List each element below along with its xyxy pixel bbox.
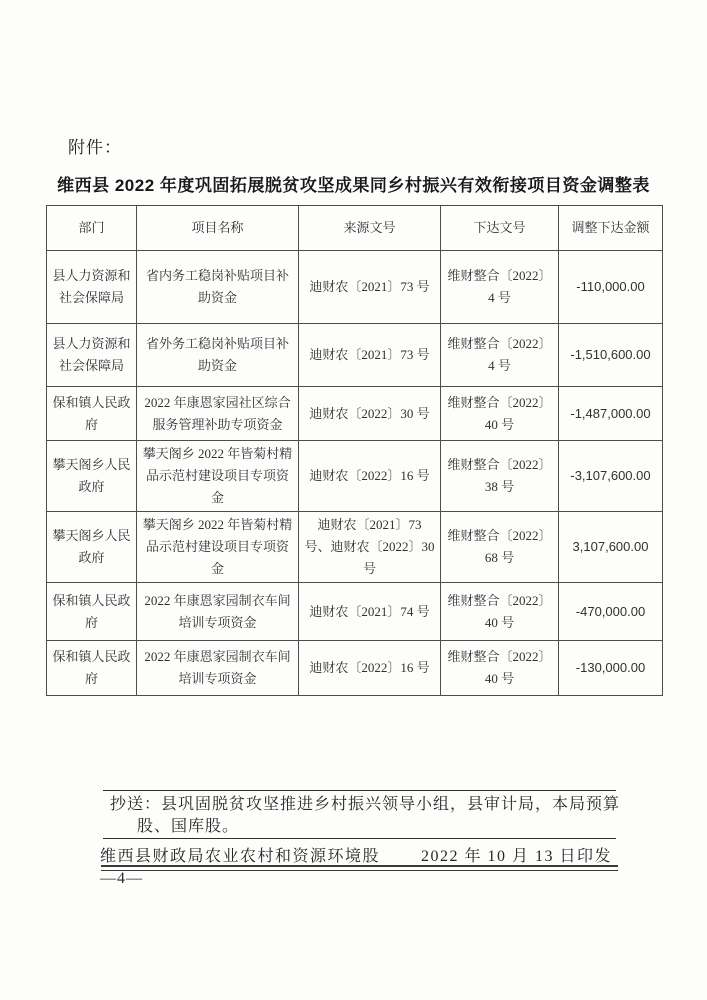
cell-project: 攀天阁乡 2022 年皆菊村精品示范村建设项目专项资金 — [137, 441, 299, 512]
publisher-row — [100, 843, 612, 866]
cell-issue-doc: 维财整合〔2022〕40 号 — [441, 583, 559, 641]
cell-department: 攀天阁乡人民政府 — [47, 441, 137, 512]
cell-project: 省内务工稳岗补贴项目补助资金 — [137, 251, 299, 324]
cell-source-doc: 迪财农〔2021〕73 号 — [299, 324, 441, 387]
cell-issue-doc: 维财整合〔2022〕4 号 — [441, 251, 559, 324]
table-row — [47, 641, 663, 696]
cell-source-doc: 迪财农〔2022〕30 号 — [299, 387, 441, 441]
table-row — [47, 441, 663, 512]
cell-department: 县人力资源和社会保障局 — [47, 324, 137, 387]
issuer-office: 维西县财政局农业农村和资源环境股 — [100, 848, 381, 865]
print-date: 2022 年 10 月 13 日印发 — [420, 848, 612, 865]
table-row — [47, 251, 663, 324]
cc-line: 抄送：县巩固脱贫攻坚推进乡村振兴领导小组，县审计局，本局预算股、国库股。 — [110, 796, 621, 835]
cell-amount: -110,000.00 — [559, 251, 663, 324]
page-number: —4— — [100, 870, 143, 887]
cell-amount: -1,510,600.00 — [559, 324, 663, 387]
table-row — [47, 512, 663, 583]
cell-source-doc: 迪财农〔2022〕16 号 — [299, 441, 441, 512]
cell-issue-doc: 维财整合〔2022〕38 号 — [441, 441, 559, 512]
footer-separator-bottom — [101, 865, 618, 871]
cell-issue-doc: 维财整合〔2022〕40 号 — [441, 641, 559, 696]
footer-separator-top — [103, 790, 616, 791]
page-title: 维西县 2022 年度巩固拓展脱贫攻坚成果同乡村振兴有效衔接项目资金调整表 — [57, 176, 650, 195]
cell-source-doc: 迪财农〔2021〕73 号、迪财农〔2022〕30 号 — [299, 512, 441, 583]
table-row — [47, 387, 663, 441]
cell-amount: -470,000.00 — [559, 583, 663, 641]
cell-project: 2022 年康恩家园制衣车间培训专项资金 — [137, 583, 299, 641]
cell-issue-doc: 维财整合〔2022〕68 号 — [441, 512, 559, 583]
cell-project: 省外务工稳岗补贴项目补助资金 — [137, 324, 299, 387]
cell-amount: -130,000.00 — [559, 641, 663, 696]
header-project: 项目名称 — [137, 206, 299, 251]
table-row — [47, 583, 663, 641]
cell-department: 县人力资源和社会保障局 — [47, 251, 137, 324]
cell-department: 保和镇人民政府 — [47, 641, 137, 696]
cell-issue-doc: 维财整合〔2022〕40 号 — [441, 387, 559, 441]
cell-department: 攀天阁乡人民政府 — [47, 512, 137, 583]
header-source-doc: 来源文号 — [299, 206, 441, 251]
cell-amount: -1,487,000.00 — [559, 387, 663, 441]
footer-separator-middle — [103, 838, 616, 839]
table-header-row — [47, 206, 663, 251]
cell-project: 2022 年康恩家园制衣车间培训专项资金 — [137, 641, 299, 696]
cell-amount: 3,107,600.00 — [559, 512, 663, 583]
cell-department: 保和镇人民政府 — [47, 583, 137, 641]
cell-source-doc: 迪财农〔2021〕74 号 — [299, 583, 441, 641]
header-department: 部门 — [47, 206, 137, 251]
table-row — [47, 324, 663, 387]
cell-issue-doc: 维财整合〔2022〕4 号 — [441, 324, 559, 387]
fund-adjustment-table — [46, 205, 663, 696]
header-issue-doc: 下达文号 — [441, 206, 559, 251]
cell-source-doc: 迪财农〔2022〕16 号 — [299, 641, 441, 696]
cell-amount: -3,107,600.00 — [559, 441, 663, 512]
header-amount: 调整下达金额 — [559, 206, 663, 251]
cell-source-doc: 迪财农〔2021〕73 号 — [299, 251, 441, 324]
cell-department: 保和镇人民政府 — [47, 387, 137, 441]
cell-project: 2022 年康恩家园社区综合服务管理补助专项资金 — [137, 387, 299, 441]
attachment-label: 附件： — [68, 138, 122, 157]
cell-project: 攀天阁乡 2022 年皆菊村精品示范村建设项目专项资金 — [137, 512, 299, 583]
